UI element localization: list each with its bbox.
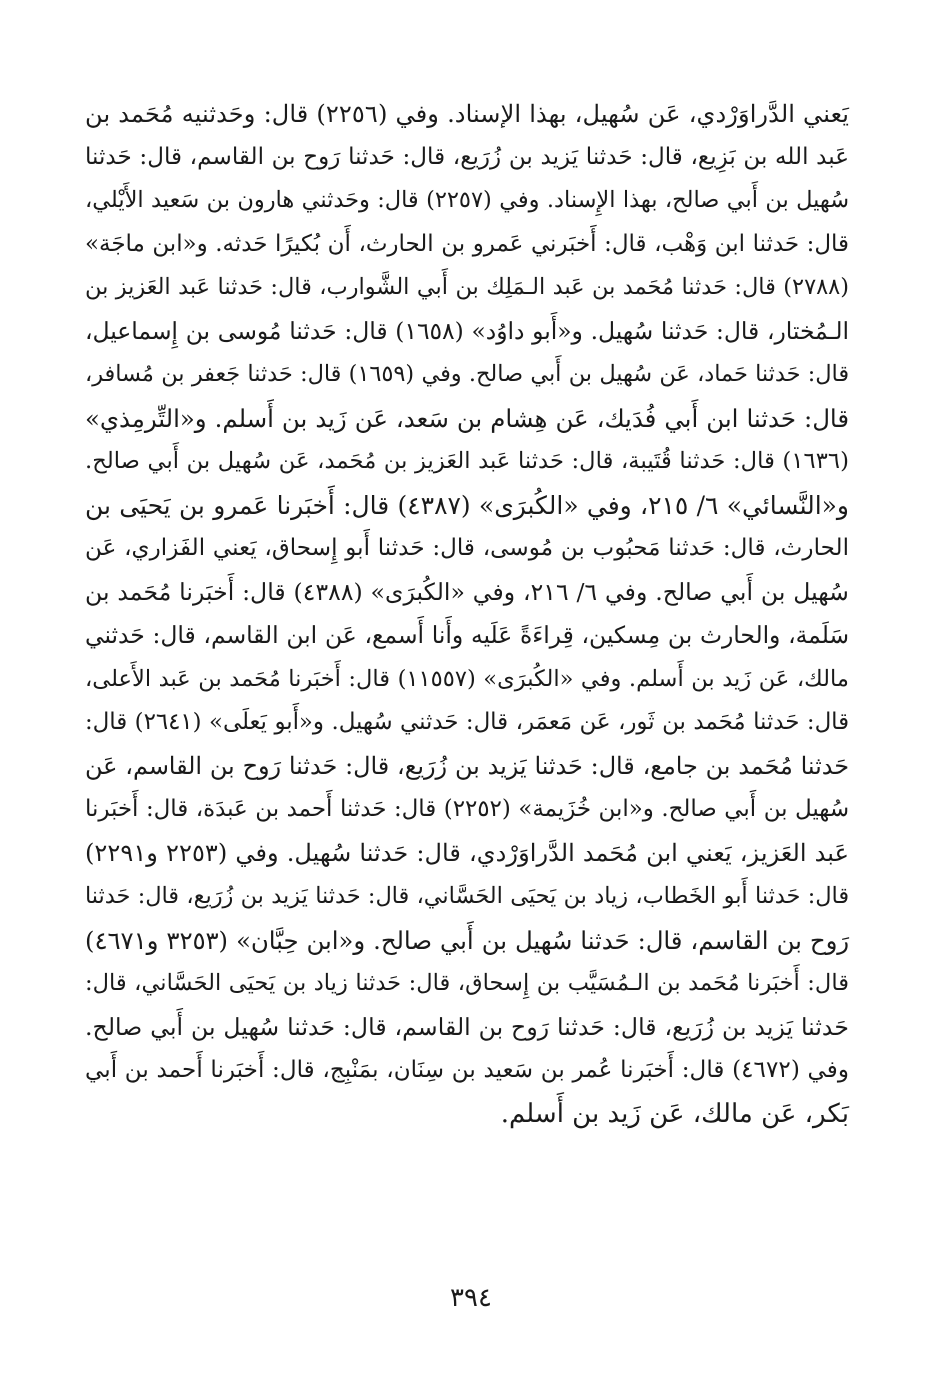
- text-line: الـمُختار، قال: حَدثنا سُهيل. و«أَبو داوُد» (١٦٥٨) قال: حَدثنا مُوسى بن إِسماعيل،: [85, 316, 850, 345]
- text-line: قال: حَدثنا ابن أَبي فُدَيك، عَن هِشام بن سَعد، عَن زَيد بن أَسلم. و«التِّرمِذي»: [85, 403, 849, 433]
- text-line: و«النَّسائي» ٦/ ٢١٥، وفي «الكُبرَى» (٤٣٨٧) قال: أَخبَرنا عَمرو بن يَحيَى بن: [85, 490, 849, 520]
- text-line: قال: حَدثنا حَماد، عَن سُهيل بن أَبي صالح. وفي (١٦٥٩) قال: حَدثنا جَعفر بن مُسافر،: [85, 361, 849, 387]
- text-line: حَدثنا مُحَمد بن جامع، قال: حَدثنا يَزيد بن زُرَيع، قال: حَدثنا رَوح بن القاسم، عَن: [85, 751, 849, 780]
- text-line: سُهيل بن أَبي صالح. و«ابن خُزَيمة» (٢٢٥٢) قال: حَدثنا أَحمد بن عَبدَة، قال: أَخبَرنا: [85, 796, 849, 822]
- text-line: عَبد العَزيز، يَعني ابن مُحَمد الدَّراوَرْدي، قال: حَدثنا سُهيل. وفي (٢٢٥٣ و٢٢٩١): [85, 838, 849, 867]
- text-line: قال: حَدثنا مُحَمد بن ثَور، عَن مَعمَر، قال: حَدثني سُهيل. و«أَبو يَعلَى» (٢٦٤١) قال:: [85, 709, 849, 735]
- text-line: يَعني الدَّراوَرْدي، عَن سُهيل، بهذا الإسناد. وفي (٢٢٥٦) قال: وحَدثنيه مُحَمد بن: [85, 99, 850, 128]
- text-line: سَلَمة، والحارث بن مِسكين، قِراءَةً عَلَيه وأَنا أَسمع، عَن ابن القاسم، قال: حَدثني: [85, 621, 849, 649]
- text-line: مالك، عَن زَيد بن أَسلم. وفي «الكُبرَى» (١١٥٥٧) قال: أَخبَرنا مُحَمد بن عَبد الأَعلى،: [85, 665, 849, 692]
- text-line: حَدثنا يَزيد بن زُرَيع، قال: حَدثنا رَوح بن القاسم، قال: حَدثنا سُهيل بن أَبي صالح.: [85, 1012, 849, 1041]
- text-line: سُهيل بن أَبي صالح. وفي ٦/ ٢١٦، وفي «الكُبرَى» (٤٣٨٨) قال: أَخبَرنا مُحَمد بن: [85, 577, 849, 606]
- text-line: وفي (٤٦٧٢) قال: أَخبَرنا عُمر بن سَعيد بن سِنَان، بمَنْبِج، قال: أَخبَرنا أَحمد بن أَبي: [85, 1057, 850, 1083]
- page-number: ٣٩٤: [450, 1283, 492, 1313]
- text-line: بَكر، عَن مالك، عَن زَيد بن أَسلم.: [500, 1098, 849, 1129]
- text-line: (٢٧٨٨) قال: حَدثنا مُحَمد بن عَبد الـمَلِك بن أَبي الشَّوارب، قال: حَدثنا عَبد العَزيز بن: [85, 274, 849, 300]
- text-line: قال: حَدثنا أَبو الخَطاب، زياد بن يَحيَى الحَسَّاني، قال: حَدثنا يَزيد بن زُرَيع، قال: حَدثنا: [85, 883, 849, 909]
- text-line: قال: أَخبَرنا مُحَمد بن الـمُسَيَّب بن إِسحاق، قال: حَدثنا زياد بن يَحيَى الحَسَّاني، قال:: [85, 970, 849, 996]
- text-line: (١٦٣٦) قال: حَدثنا قُتَيبة، قال: حَدثنا عَبد العَزيز بن مُحَمد، عَن سُهيل بن أَبي صالح.: [85, 448, 849, 474]
- text-line: رَوح بن القاسم، قال: حَدثنا سُهيل بن أَبي صالح. و«ابن حِبَّان» (٣٢٥٣ و٤٦٧١): [85, 925, 850, 955]
- text-line: عَبد الله بن بَزِيع، قال: حَدثنا يَزيد بن زُرَيع، قال: حَدثنا رَوح بن القاسم، قال: حَدثنا: [85, 143, 849, 170]
- text-line: قال: حَدثنا ابن وَهْب، قال: أَخبَرني عَمرو بن الحارث، أَن بُكيرًا حَدثه. و«ابن ماجَة»: [85, 230, 849, 257]
- text-line: الحارث، قال: حَدثنا مَحبُوب بن مُوسى، قال: حَدثنا أَبو إِسحاق، يَعني الفَزاري، عَن: [85, 535, 849, 561]
- text-line: سُهيل بن أَبي صالح، بهذا الإِسناد. وفي (٢٢٥٧) قال: وحَدثني هارون بن سَعيد الأَيْلي،: [85, 187, 850, 213]
- body-text: [85, 92, 849, 1136]
